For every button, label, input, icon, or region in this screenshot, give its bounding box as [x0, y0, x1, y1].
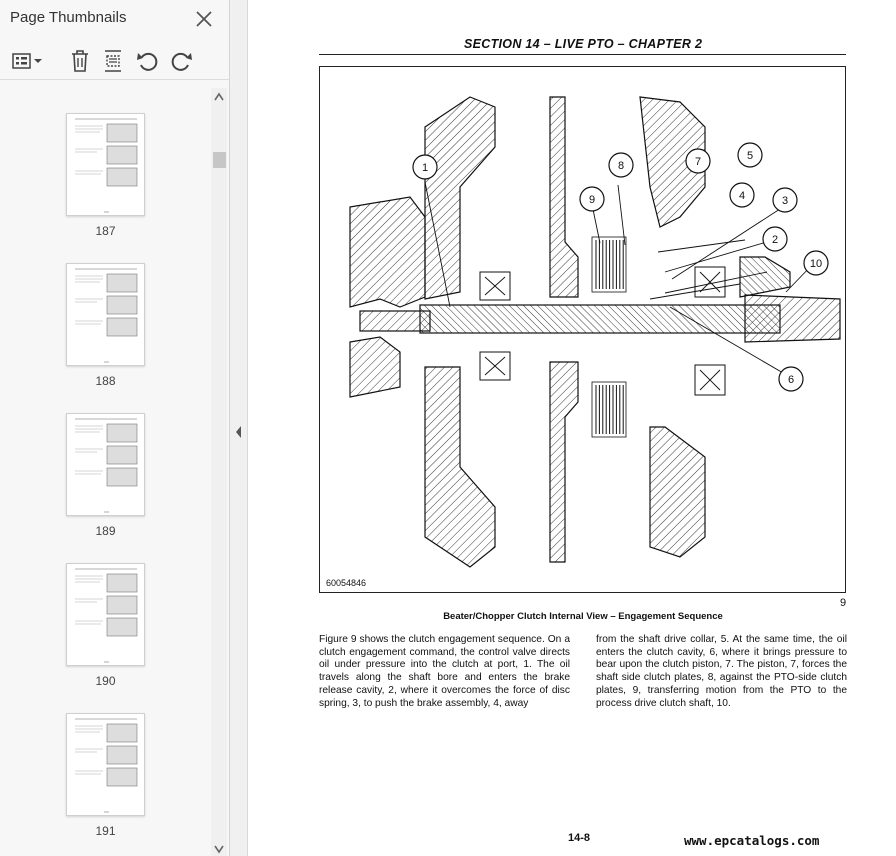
heading-rule	[319, 54, 846, 55]
callout-6	[779, 367, 803, 391]
callout-2	[763, 227, 787, 251]
panel-header	[0, 0, 230, 38]
clutch-cross-section-diagram	[320, 67, 845, 592]
callout-5	[738, 143, 762, 167]
figure-caption: Beater/Chopper Clutch Internal View – Engagement Sequence	[443, 611, 723, 622]
callout-3	[773, 188, 797, 212]
watermark-url: www.epcatalogs.com	[684, 833, 820, 848]
thumbnail-page-number: 188	[95, 374, 116, 388]
thumbnail-page-number: 191	[95, 824, 116, 838]
svg-text:8: 8	[617, 160, 625, 172]
thumbnails-scrollbar[interactable]	[211, 88, 227, 856]
svg-text:7: 7	[694, 156, 702, 168]
svg-text:6: 6	[787, 374, 795, 386]
svg-text:9: 9	[588, 194, 596, 206]
extract-pages-icon[interactable]	[101, 48, 127, 74]
callout-8	[609, 153, 633, 177]
body-text-right-column: from the shaft drive collar, 5. At the same time, the oil enters the clutch cavity, 6, where it brings pressure to bear upon the clutch piston, 7. The piston, 7, forces the shaft side clutch plates, 8, against the PTO-side clutch plates, 9, transferring motion from the PTO to the process drive clutch shaft, 10.	[596, 634, 847, 709]
callout-1	[413, 155, 437, 179]
document-page	[250, 0, 896, 856]
thumbnail-page-number: 190	[95, 674, 116, 688]
svg-text:4: 4	[738, 190, 746, 202]
page-thumbnail[interactable]	[66, 563, 145, 666]
figure-code: 60054846	[326, 578, 367, 588]
thumbnail-list	[0, 88, 212, 856]
delete-icon[interactable]	[67, 48, 93, 74]
svg-text:10: 10	[809, 258, 823, 270]
callout-10	[804, 251, 828, 275]
page-thumbnails-panel	[0, 0, 230, 856]
options-menu-icon[interactable]	[10, 48, 44, 74]
page-thumbnail[interactable]	[66, 413, 145, 516]
thumbnails-toolbar	[0, 42, 230, 80]
scrollbar-thumb[interactable]	[213, 152, 226, 168]
close-icon[interactable]	[193, 8, 215, 30]
thumbnail-page-number: 189	[95, 524, 116, 538]
svg-text:5: 5	[746, 150, 754, 162]
rotate-left-icon[interactable]	[135, 48, 161, 74]
callout-4	[730, 183, 754, 207]
callout-9	[580, 187, 604, 211]
panel-collapse-handle[interactable]	[230, 0, 248, 856]
svg-text:1: 1	[421, 162, 429, 174]
page-thumbnail[interactable]	[66, 263, 145, 366]
panel-title: Page Thumbnails	[10, 9, 127, 26]
figure-number: 9	[840, 597, 847, 609]
page-thumbnail[interactable]	[66, 713, 145, 816]
rotate-right-icon[interactable]	[168, 48, 194, 74]
section-heading: SECTION 14 – LIVE PTO – CHAPTER 2	[464, 37, 703, 51]
page-thumbnail[interactable]	[66, 113, 145, 216]
body-text-left-column: Figure 9 shows the clutch engagement sequence. On a clutch engagement command, the control valve directs oil under pressure into the clutch at port, 1. The oil travels along the shaft bore and enters the brake release cavity, 2, where it overcomes the force of disc spring, 3, to push the brake assembly, 4, away	[319, 634, 570, 709]
thumbnail-page-number: 187	[95, 224, 116, 238]
figure-frame	[319, 66, 846, 593]
page-number: 14-8	[568, 832, 591, 844]
svg-text:3: 3	[781, 195, 789, 207]
svg-text:2: 2	[771, 234, 779, 246]
callout-7	[686, 149, 710, 173]
